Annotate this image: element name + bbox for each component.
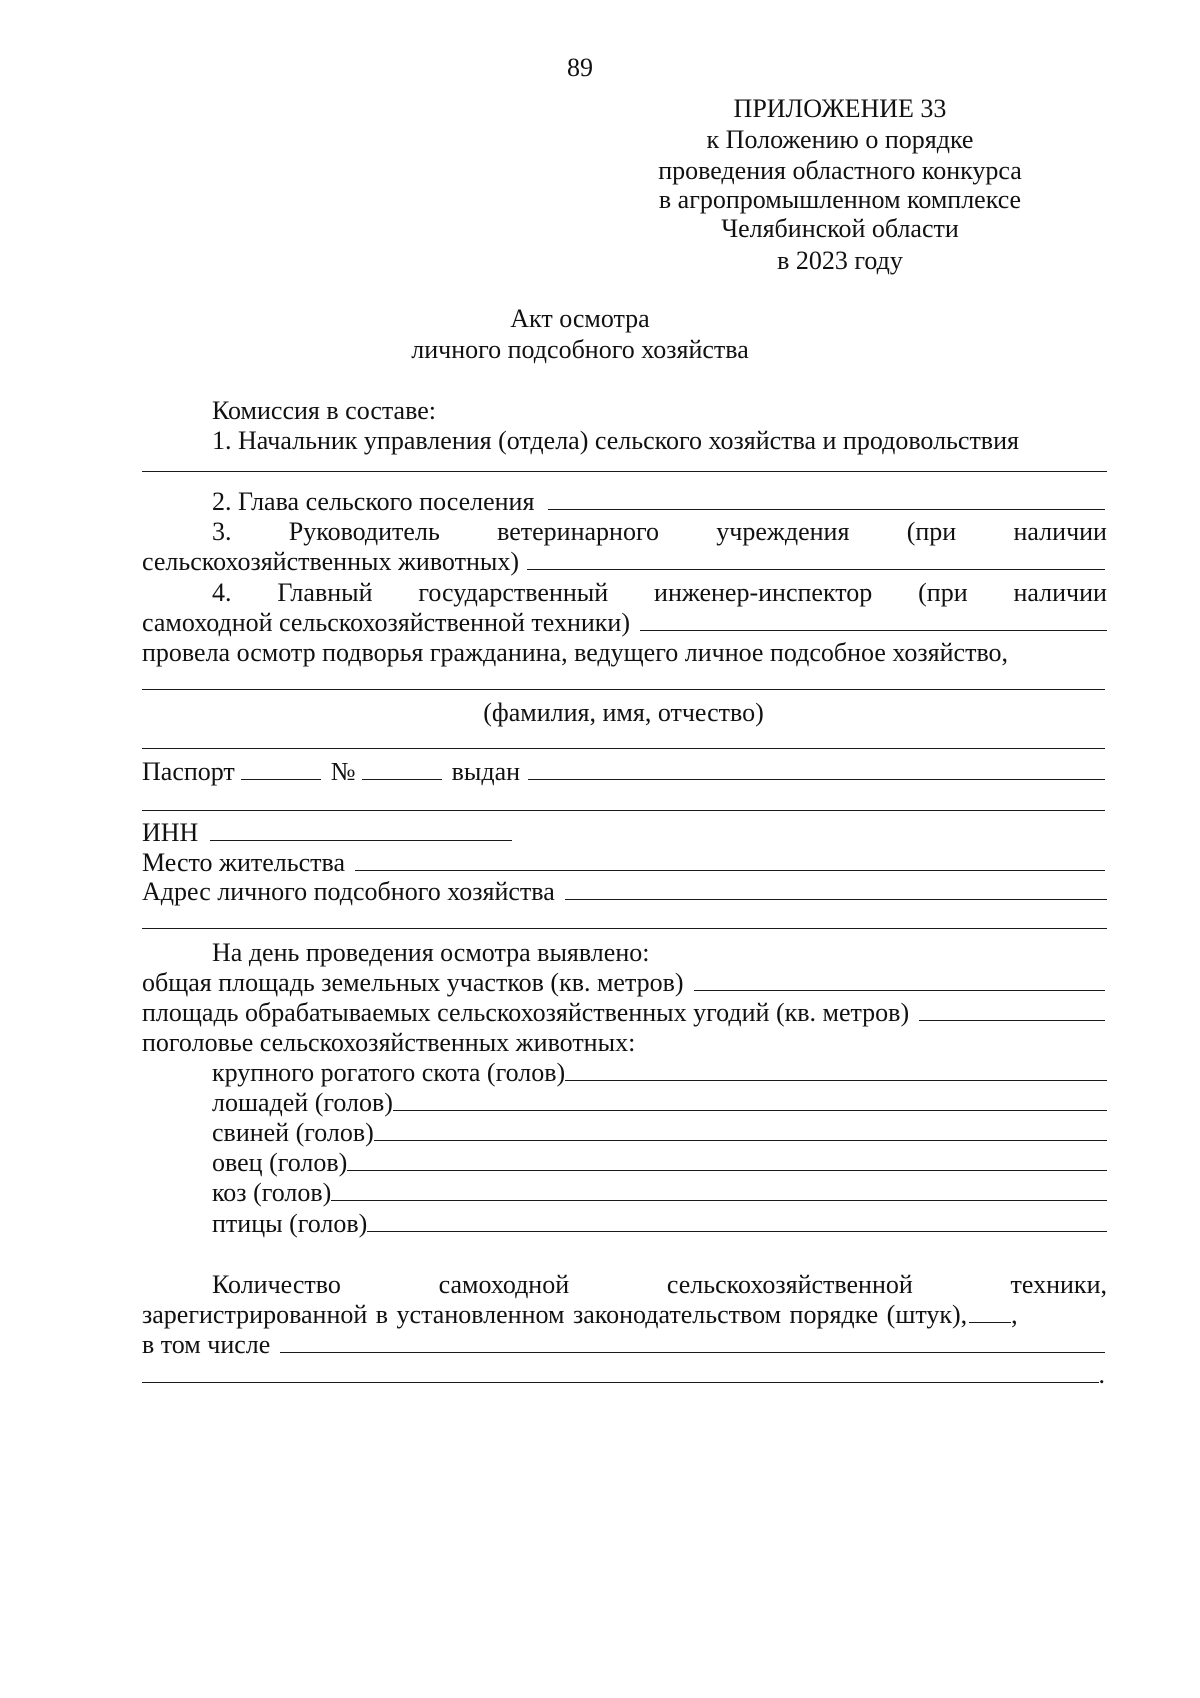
livestock-row — [212, 1177, 1107, 1209]
commission-item-3 — [212, 516, 1107, 548]
commission-item-3-cont — [142, 546, 1105, 578]
justified-word: 3. — [212, 517, 232, 546]
machinery-including-row — [142, 1329, 1105, 1361]
livestock-label: коз (голов) — [212, 1178, 332, 1207]
livestock-label: овец (голов) — [212, 1148, 348, 1177]
residence-row — [142, 847, 1105, 879]
justified-word: сельскохозяйственной — [666, 1270, 913, 1299]
inn-blank[interactable] — [210, 818, 512, 841]
livestock-row — [212, 1147, 1107, 1179]
residence-blank[interactable] — [355, 848, 1105, 871]
justified-word: инженер-инспектор — [654, 578, 873, 607]
livestock-blank[interactable] — [347, 1148, 1107, 1171]
passport-issued-blank[interactable] — [528, 757, 1105, 780]
passport-series-blank[interactable] — [241, 757, 321, 780]
livestock-row — [212, 1208, 1107, 1240]
document-title: Акт осмотра — [510, 304, 650, 333]
livestock-blank[interactable] — [367, 1209, 1107, 1232]
passport-number-sign: № — [330, 757, 356, 786]
passport-number-blank[interactable] — [362, 757, 442, 780]
machinery-line-1 — [212, 1269, 1107, 1301]
justified-word: самоходной — [438, 1270, 570, 1299]
justified-word: ветеринарного — [497, 517, 659, 546]
cultivated-area-label: площадь обрабатываемых сельскохозяйственных угодий (кв. метров) — [142, 998, 910, 1027]
justified-word: наличии — [1013, 578, 1107, 607]
passport-label: Паспорт — [142, 757, 235, 786]
appendix-line: в агропромышленном комплексе — [658, 185, 1022, 214]
commission-item-2-label: 2. Глава сельского поселения — [212, 487, 535, 516]
machinery-final-row — [142, 1359, 1105, 1391]
justified-word: государственный — [418, 578, 609, 607]
inn-label: ИНН — [142, 818, 199, 847]
machinery-final-dot: . — [1098, 1360, 1105, 1389]
commission-item-2-blank[interactable] — [548, 487, 1105, 510]
fio-extra-blank[interactable] — [142, 748, 1105, 749]
livestock-label: свиней (голов) — [212, 1118, 374, 1147]
commission-item-3-cont-label: сельскохозяйственных животных) — [142, 547, 519, 576]
livestock-label: крупного рогатого скота (голов) — [212, 1058, 566, 1087]
commission-item-4-cont-label: самоходной сельскохозяйственной техники) — [142, 608, 631, 637]
justified-word: наличии — [1013, 517, 1107, 546]
justified-word: Главный — [277, 578, 373, 607]
total-area-label: общая площадь земельных участков (кв. метров) — [142, 968, 684, 997]
commission-item-4-cont — [142, 607, 1107, 639]
livestock-row — [212, 1087, 1107, 1119]
justified-word: Руководитель — [288, 517, 440, 546]
cultivated-area-row — [142, 997, 1105, 1029]
appendix-line: к Положению о порядке — [706, 125, 974, 154]
livestock-row — [212, 1117, 1107, 1149]
machinery-final-blank[interactable] — [142, 1360, 1099, 1383]
livestock-row — [212, 1057, 1107, 1089]
conducted-text: провела осмотр подворья гражданина, ведущего личное подсобное хозяйство, — [142, 638, 1009, 667]
farm-address-extra-blank[interactable] — [142, 928, 1107, 929]
machinery-count-blank[interactable] — [969, 1300, 1011, 1323]
inn-row — [142, 817, 512, 849]
justified-word: (при — [906, 517, 957, 546]
commission-item-2 — [212, 486, 1105, 518]
commission-item-4-blank[interactable] — [640, 608, 1107, 631]
commission-item-4 — [212, 577, 1107, 609]
page-number: 89 — [567, 53, 593, 82]
justified-word: (при — [918, 578, 968, 607]
machinery-count-label: зарегистрированной в установленном законодательством порядке (штук), — [142, 1300, 968, 1329]
fio-caption: (фамилия, имя, отчество) — [483, 698, 764, 727]
appendix-line: проведения областного конкурса — [658, 156, 1022, 185]
livestock-label: лошадей (голов) — [212, 1088, 393, 1117]
appendix-line: Челябинской области — [721, 214, 959, 243]
livestock-blank[interactable] — [374, 1118, 1107, 1141]
justified-word: техники, — [1010, 1270, 1107, 1299]
passport-issued-label: выдан — [451, 757, 521, 786]
appendix-line: в 2023 году — [777, 246, 903, 275]
justified-word: Количество — [212, 1270, 341, 1299]
total-area-blank[interactable] — [694, 968, 1105, 991]
findings-intro: На день проведения осмотра выявлено: — [212, 938, 650, 967]
farm-address-blank[interactable] — [565, 877, 1107, 900]
machinery-line-2 — [142, 1299, 1107, 1331]
livestock-blank[interactable] — [331, 1178, 1107, 1201]
farm-address-row — [142, 876, 1107, 908]
total-area-row — [142, 967, 1105, 999]
machinery-including-label: в том числе — [142, 1330, 271, 1359]
commission-item-1: 1. Начальник управления (отдела) сельского хозяйства и продовольствия — [212, 426, 1019, 455]
machinery-count-comma: , — [1011, 1300, 1018, 1329]
commission-item-3-blank[interactable] — [527, 547, 1105, 570]
livestock-intro: поголовье сельскохозяйственных животных: — [142, 1028, 636, 1057]
residence-label: Место жительства — [142, 848, 346, 877]
justified-word: учреждения — [716, 517, 850, 546]
commission-item-1-blank[interactable] — [142, 471, 1107, 472]
appendix-title: ПРИЛОЖЕНИЕ 33 — [733, 94, 947, 123]
passport-extra-blank[interactable] — [142, 810, 1105, 811]
machinery-including-blank[interactable] — [280, 1330, 1105, 1353]
fio-blank[interactable] — [142, 689, 1105, 690]
cultivated-area-blank[interactable] — [919, 998, 1105, 1021]
livestock-blank[interactable] — [565, 1058, 1107, 1081]
livestock-blank[interactable] — [393, 1088, 1107, 1111]
farm-address-label: Адрес личного подсобного хозяйства — [142, 877, 555, 906]
commission-intro: Комиссия в составе: — [212, 396, 436, 425]
livestock-label: птицы (голов) — [212, 1209, 368, 1238]
document-subtitle: личного подсобного хозяйства — [411, 335, 749, 364]
passport-row — [142, 756, 1105, 788]
justified-word: 4. — [212, 578, 232, 607]
